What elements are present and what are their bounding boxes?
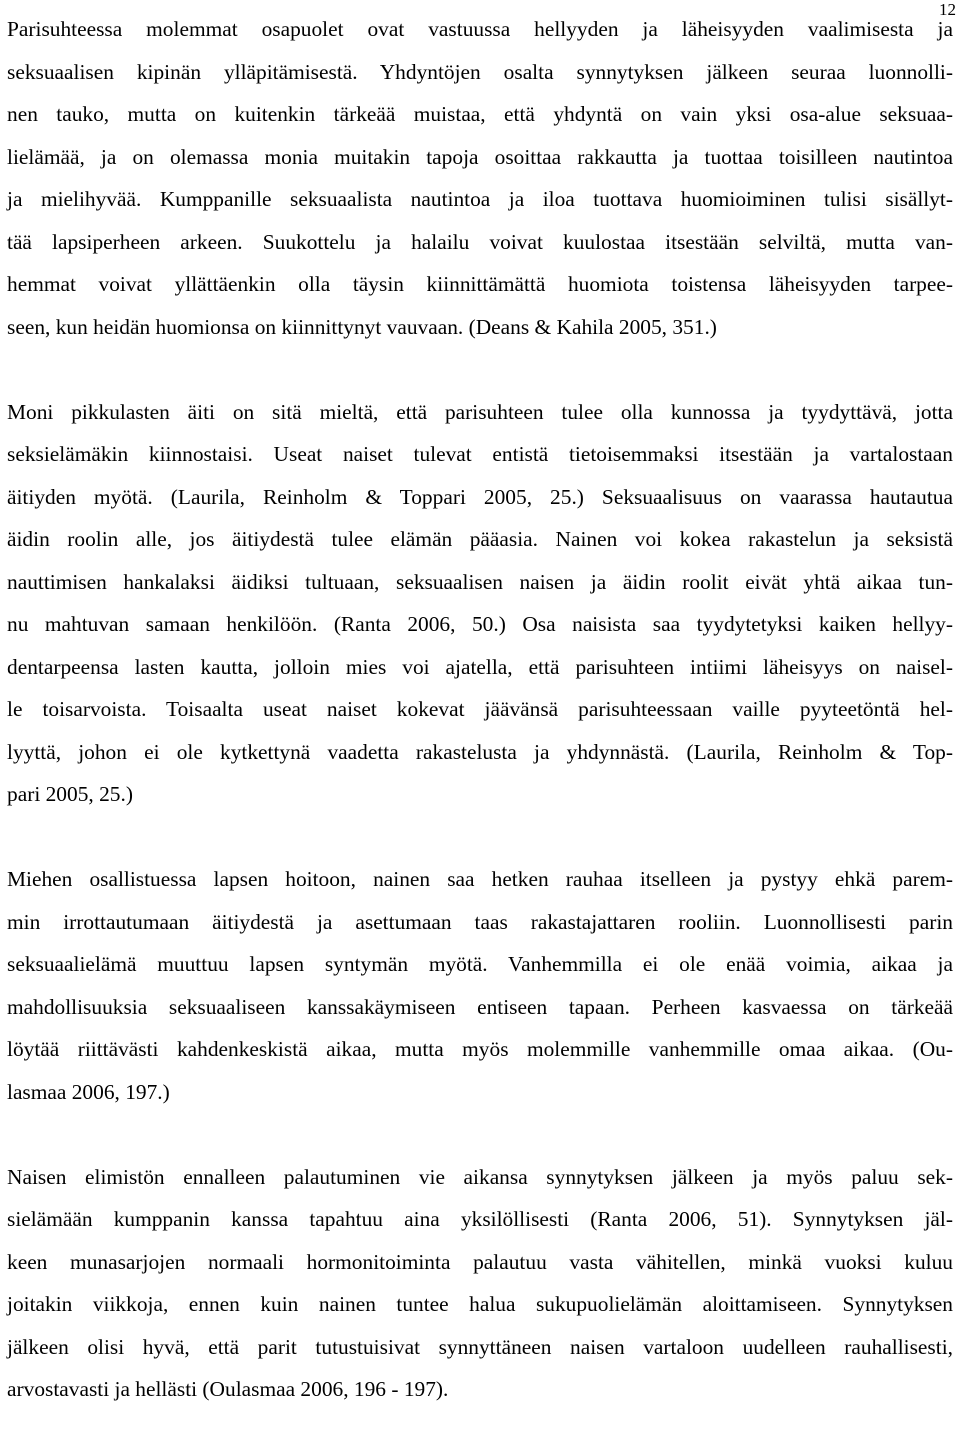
paragraph-gap bbox=[7, 348, 953, 391]
text-line: mahdollisuuksia seksuaaliseen kanssakäymiseen entiseen tapaan. Perheen kasvaessa on tärkeää bbox=[7, 994, 953, 1019]
text-line: tää lapsiperheen arkeen. Suukottelu ja halailu voivat kuulostaa itsestään selviltä, mutta van- bbox=[7, 229, 953, 254]
text-line: jälkeen olisi hyvä, että parit tutustuisivat synnyttäneen naisen vartaloon uudelleen rauhallisesti, bbox=[7, 1334, 953, 1359]
text-line: lasmaa 2006, 197.) bbox=[7, 1079, 170, 1104]
text-line: joitakin viikkoja, ennen kuin nainen tuntee halua sukupuolielämän aloittamiseen. Synnytyksen bbox=[7, 1292, 953, 1316]
document-body bbox=[7, 8, 953, 1411]
text-line: ja mielihyvää. Kumppanille seksuaalista nautintoa ja iloa tuottava huomioiminen tulisi sisällyt- bbox=[7, 187, 953, 211]
text-line: arvostavasti ja hellästi (Oulasmaa 2006, 196 - 197). bbox=[7, 1377, 449, 1401]
text-line: lyyttä, johon ei ole kytkettynä vaadetta rakastelusta ja yhdynnästä. (Laurila, Reinholm & Top- bbox=[7, 739, 953, 764]
text-line: lielämää, ja on olemassa monia muitakin tapoja osoittaa rakkautta ja tuottaa toisilleen nautintoa bbox=[7, 144, 953, 169]
paragraph-gap bbox=[7, 1113, 953, 1156]
text-line: seksuaalielämä muuttuu lapsen syntymän myötä. Vanhemmilla ei ole enää voimia, aikaa ja bbox=[7, 952, 953, 976]
text-line: min irrottautumaan äitiydestä ja asettumaan taas rakastajattaren rooliin. Luonnollisesti parin bbox=[7, 909, 953, 934]
text-line: hemmat voivat yllättäenkin olla täysin kiinnittämättä huomiota toistensa läheisyyden tarpee- bbox=[7, 272, 953, 296]
text-line: nen tauko, mutta on kuitenkin tärkeää muistaa, että yhdyntä on vain yksi osa-alue seksuaa- bbox=[7, 102, 953, 126]
text-line: pari 2005, 25.) bbox=[7, 782, 133, 806]
text-line: äitiyden myötä. (Laurila, Reinholm & Toppari 2005, 25.) Seksuaalisuus on vaarassa hautautua bbox=[7, 484, 953, 509]
page-number: 12 bbox=[939, 0, 956, 19]
text-line: seksielämäkin kiinnostaisi. Useat naiset tulevat entistä tietoisemmaksi itsestään ja vartalostaan bbox=[7, 442, 953, 466]
text-line: äidin roolin alle, jos äitiydestä tulee elämän pääasia. Nainen voi kokea rakastelun ja seksistä bbox=[7, 527, 953, 551]
text-line: nu mahtuvan samaan henkilöön. (Ranta 2006, 50.) Osa naisista saa tyydytetyksi kaiken hellyy- bbox=[7, 612, 953, 636]
text-line: dentarpeensa lasten kautta, jolloin mies voi ajatella, että parisuhteen intiimi läheisyys on naisel- bbox=[7, 654, 953, 679]
text-line: keen munasarjojen normaali hormonitoiminta palautuu vasta vähitellen, minkä vuoksi kuluu bbox=[7, 1249, 953, 1274]
text-line: Naisen elimistön ennalleen palautuminen vie aikansa synnytyksen jälkeen ja myös paluu sek- bbox=[7, 1164, 953, 1189]
paragraph bbox=[7, 1156, 953, 1411]
text-line: Parisuhteessa molemmat osapuolet ovat vastuussa hellyyden ja läheisyyden vaalimisesta ja bbox=[7, 17, 953, 41]
text-line: löytää riittävästi kahdenkeskistä aikaa, mutta myös molemmille vanhemmille omaa aikaa. (Ou- bbox=[7, 1037, 953, 1061]
paragraph bbox=[7, 391, 953, 816]
text-line: Moni pikkulasten äiti on sitä mieltä, että parisuhteen tulee olla kunnossa ja tyydyttävä, jotta bbox=[7, 399, 953, 424]
text-line: sielämään kumppanin kanssa tapahtuu aina yksilöllisesti (Ranta 2006, 51). Synnytyksen jäl- bbox=[7, 1207, 953, 1231]
text-line: seen, kun heidän huomionsa on kiinnittynyt vauvaan. (Deans & Kahila 2005, 351.) bbox=[7, 314, 717, 339]
text-line: Miehen osallistuessa lapsen hoitoon, nainen saa hetken rauhaa itselleen ja pystyy ehkä parem- bbox=[7, 867, 953, 891]
text-line: seksuaalisen kipinän ylläpitämisestä. Yhdyntöjen osalta synnytyksen jälkeen seuraa luonnolli- bbox=[7, 59, 953, 84]
text-line: le toisarvoista. Toisaalta useat naiset kokevat jäävänsä parisuhteessaan vaille pyyteetöntä hel- bbox=[7, 697, 953, 721]
paragraph bbox=[7, 858, 953, 1113]
paragraph-gap bbox=[7, 816, 953, 859]
paragraph bbox=[7, 8, 953, 348]
text-line: nauttimisen hankalaksi äidiksi tultuaan, seksuaalisen naisen ja äidin roolit eivät yhtä aikaa tun- bbox=[7, 569, 953, 594]
